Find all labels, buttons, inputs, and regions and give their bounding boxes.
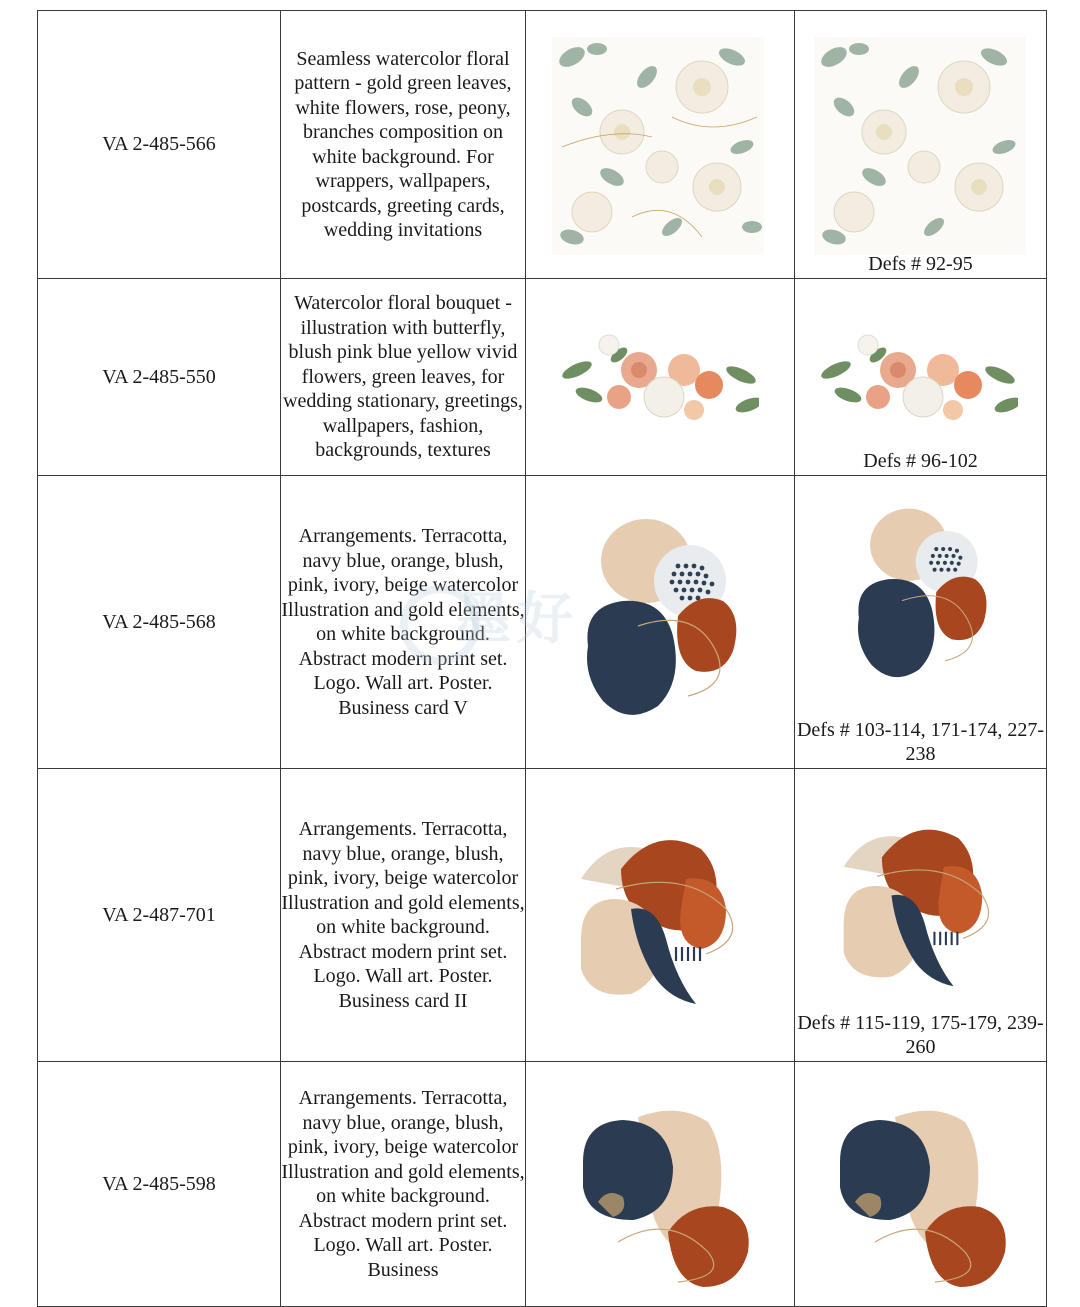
defs-image-cell (795, 769, 1047, 1062)
table-row (38, 769, 1047, 1062)
table-row (38, 1062, 1047, 1307)
abstract-arrangement-image (795, 1062, 1046, 1306)
deposit-image-cell (526, 769, 795, 1062)
table-row (38, 279, 1047, 476)
defs-image-cell (795, 279, 1047, 476)
defs-reference: Defs # 96-102 (863, 450, 978, 472)
defs-image-cell (795, 11, 1047, 279)
artwork-description: Seamless watercolor floral pattern - gold green leaves, white flowers, rose, peony, branches composition on white background. For wrappers, wallpapers, postcards, greeting cards, wedding invitations (281, 11, 526, 279)
floral-pattern-image (526, 11, 794, 278)
defs-image-cell (795, 1062, 1047, 1307)
defs-reference: Defs # 115-119, 175-179, 239-260 (797, 1012, 1044, 1058)
floral-bouquet-image (526, 279, 794, 475)
deposit-image-cell (526, 11, 795, 279)
artwork-description: Watercolor floral bouquet - illustration with butterfly, blush pink blue yellow vivid flowers, green leaves, for wedding stationary, greetings, wallpapers, fashion, backgrounds, textures (281, 279, 526, 476)
artwork-description: Arrangements. Terracotta, navy blue, orange, blush, pink, ivory, beige watercolor Illustration and gold elements, on white background. Abstract modern print set. Logo. Wall art. Poster. Business card V (281, 476, 526, 769)
registration-number: VA 2-487-701 (38, 769, 281, 1062)
abstract-arrangement-image (526, 1062, 794, 1306)
defs-reference: Defs # 103-114, 171-174, 227-238 (796, 719, 1044, 765)
floral-pattern-image (795, 11, 1046, 278)
deposit-image-cell (526, 279, 795, 476)
registration-number: VA 2-485-550 (38, 279, 281, 476)
defs-reference: Defs # 92-95 (868, 253, 973, 275)
registration-number: VA 2-485-566 (38, 11, 281, 279)
registration-number: VA 2-485-598 (38, 1062, 281, 1307)
defs-image-cell (795, 476, 1047, 769)
watermark: 墨好 (455, 587, 579, 652)
artwork-description: Arrangements. Terracotta, navy blue, orange, blush, pink, ivory, beige watercolor Illustration and gold elements, on white background. Abstract modern print set. Logo. Wall art. Poster. Business (281, 1062, 526, 1307)
table-row (38, 11, 1047, 279)
registration-number: VA 2-485-568 (38, 476, 281, 769)
artwork-description: Arrangements. Terracotta, navy blue, orange, blush, pink, ivory, beige watercolor Illustration and gold elements, on white background. Abstract modern print set. Logo. Wall art. Poster. Business card II (281, 769, 526, 1062)
floral-bouquet-image (795, 279, 1046, 475)
abstract-arrangement-ii-image (526, 769, 794, 1061)
deposit-image-cell (526, 1062, 795, 1307)
